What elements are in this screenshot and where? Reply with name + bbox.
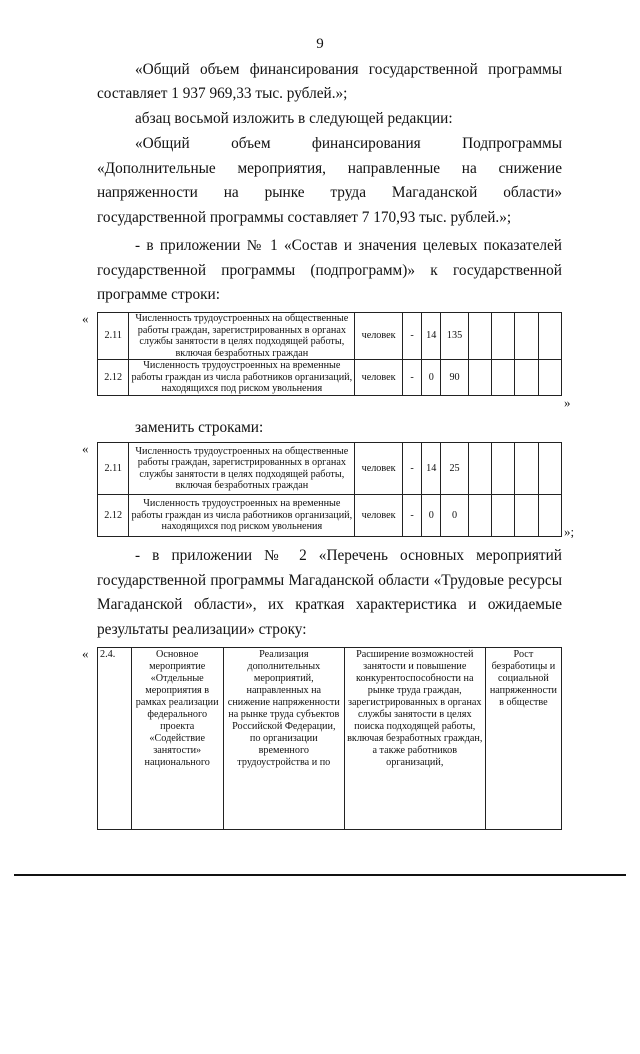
value-cell: - <box>402 313 421 360</box>
row-number: 2.12 <box>98 495 129 537</box>
consequences: Рост безработицы и социальной напряженности в обществе <box>485 648 561 830</box>
footer-divider <box>14 874 626 876</box>
unit-cell: человек <box>355 360 403 396</box>
row-number: 2.12 <box>98 360 129 396</box>
empty-cell <box>492 360 515 396</box>
indicators-table-new <box>97 442 562 537</box>
row-number: 2.11 <box>98 443 129 495</box>
value-cell: - <box>402 495 421 537</box>
row-number: 2.4. <box>98 648 132 830</box>
paragraph-total-funding: «Общий объем финансирования государственной программы <box>135 61 562 78</box>
empty-cell <box>515 313 538 360</box>
empty-cell <box>515 360 538 396</box>
unit-cell: человек <box>355 313 403 360</box>
measure-name: Основное мероприятие «Отдельные мероприятия в рамках реализации федерального проекта «Содействие занятости» национального <box>131 648 223 830</box>
empty-cell <box>468 360 491 396</box>
indicator-name: Численность трудоустроенных на общественные работы граждан, зарегистрированных в органах службы занятости в целях подходящей работы, включая безработных граждан <box>129 313 355 360</box>
value-cell: 90 <box>441 360 468 396</box>
open-quote-3: « <box>82 646 89 661</box>
empty-cell <box>515 495 538 537</box>
empty-cell <box>492 313 515 360</box>
empty-cell <box>538 360 561 396</box>
unit-cell: человек <box>355 495 403 537</box>
paragraph-appendix-2: - в приложении № 2 «Перечень основных мероприятий государственной программы Магаданской области «Трудовые ресурсы Магаданской области», их краткая характеристика и ожидаемые результаты реализации» строку: <box>97 547 562 638</box>
value-cell: 0 <box>441 495 468 537</box>
table-row <box>98 313 562 360</box>
empty-cell <box>468 313 491 360</box>
paragraph-replace: заменить строками: <box>135 419 264 436</box>
row-number: 2.11 <box>98 313 129 360</box>
value-cell: 0 <box>422 495 441 537</box>
table-row <box>98 495 562 537</box>
measure-description: Реализация дополнительных мероприятий, направленных на снижение напряженности на рынке труда субъектов Российской Федерации, по организации временного трудоустройства и по <box>223 648 344 830</box>
measures-table <box>97 647 562 830</box>
value-cell: - <box>402 360 421 396</box>
indicator-name: Численность трудоустроенных на общественные работы граждан, зарегистрированных в органах службы занятости в целях подходящей работы, включая безработных граждан <box>129 443 355 495</box>
close-quote-1: » <box>564 395 571 410</box>
value-cell: 14 <box>422 443 441 495</box>
empty-cell <box>468 495 491 537</box>
paragraph-eighth-abzac: абзац восьмой изложить в следующей редакции: <box>135 110 453 127</box>
page-number: 9 <box>316 36 324 52</box>
empty-cell <box>492 443 515 495</box>
expected-results: Расширение возможностей занятости и повышение конкурентоспособности на рынке труда граждан, зарегистрированных в органах службы занятости в целях поиска подходящей работы, включая безработных граждан, а также работников организаций, <box>344 648 485 830</box>
table-row <box>98 648 562 830</box>
value-cell: 14 <box>422 313 441 360</box>
open-quote-1: « <box>82 311 89 326</box>
paragraph-total-funding-cont: составляет 1 937 969,33 тыс. рублей.»; <box>97 85 348 102</box>
value-cell: 0 <box>422 360 441 396</box>
unit-cell: человек <box>355 443 403 495</box>
table-row <box>98 360 562 396</box>
empty-cell <box>538 313 561 360</box>
empty-cell <box>468 443 491 495</box>
paragraph-appendix-1: - в приложении № 1 «Состав и значения целевых показателей государственной программы (подпрограмм)» к государственной программе строки: <box>97 237 562 303</box>
open-quote-2: « <box>82 441 89 456</box>
empty-cell <box>515 443 538 495</box>
empty-cell <box>538 495 561 537</box>
empty-cell <box>538 443 561 495</box>
indicator-name: Численность трудоустроенных на временные работы граждан из числа работников организаций, находящихся под риском увольнения <box>129 495 355 537</box>
indicators-table-old <box>97 312 562 396</box>
paragraph-subprogram-funding: «Общий объем финансирования Подпрограммы «Дополнительные мероприятия, направленные на снижение напряженности на рынке труда Магаданской области» государственной программы составляет 7 170,93 тыс. рублей.»; <box>97 135 562 226</box>
value-cell: 135 <box>441 313 468 360</box>
value-cell: 25 <box>441 443 468 495</box>
table-row <box>98 443 562 495</box>
empty-cell <box>492 495 515 537</box>
indicator-name: Численность трудоустроенных на временные работы граждан из числа работников организаций, находящихся под риском увольнения <box>129 360 355 396</box>
close-quote-2: »; <box>564 524 575 539</box>
value-cell: - <box>402 443 421 495</box>
